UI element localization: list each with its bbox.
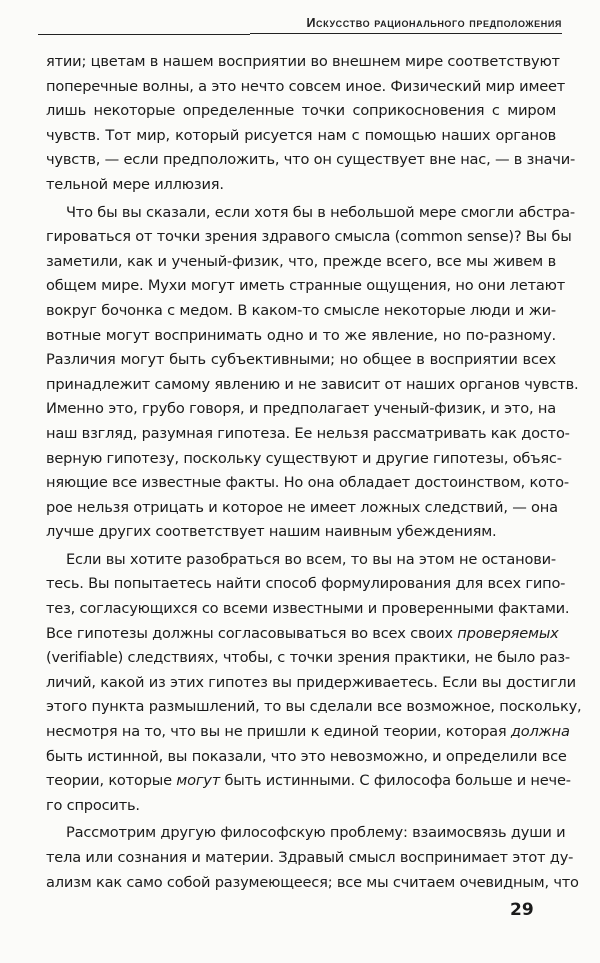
page-number: 29 [510, 900, 534, 920]
text-line: Все гипотезы должны согласовываться во всех своих проверяемых [46, 624, 559, 642]
text-line: общем мире. Мухи могут иметь странные ощущения, но они летают [46, 277, 566, 295]
paragraph-3 [46, 548, 582, 819]
text-line: быть истинной, вы показали, что это невозможно, и определили все [46, 747, 567, 765]
text-line: заметили, как и ученый-физик, что, прежде всего, все мы живем в [46, 252, 556, 270]
text-line: Рассмотрим другую философскую проблему: взаимосвязь души и [66, 824, 566, 842]
page-body [46, 50, 582, 895]
text-line: Именно это, грубо говоря, и предполагает ученый-физик, и это, на [46, 400, 556, 418]
text-line: чувств, — если предположить, что он существует вне нас, — в значи- [46, 151, 576, 169]
text-line: рое нельзя отрицать и которое не имеет ложных следствий, — она [46, 498, 558, 516]
text-line: личий, какой из этих гипотез вы придерживаетесь. Если вы достигли [46, 673, 576, 691]
text-line: ятии; цветам в нашем восприятии во внешнем мире соответствуют [46, 53, 560, 70]
text-line: Различия могут быть субъективными; но общее в восприятии всех [46, 351, 556, 369]
text-line: чувств. Тот мир, который рисуется нам с помощью наших органов [46, 126, 556, 144]
text-line: няющие все известные факты. Но она обладает достоинством, кото- [46, 474, 569, 492]
text-line: тельной мере иллюзия. [46, 175, 224, 193]
text-line: этого пункта размышлений, то вы сделали все возможное, поскольку, [46, 698, 582, 716]
text-line: гироваться от точки зрения здравого смысла (common sense)? Вы бы [46, 228, 572, 246]
text-line: ализм как само собой разумеющееся; все мы считаем очевидным, что [46, 873, 579, 891]
paragraph-4 [46, 821, 579, 895]
text-line: вокруг бочонка с медом. В каком-то смысле некоторые люди и жи- [46, 301, 556, 319]
text-line: вотные могут воспринимать одно и то же явление, но по-разному. [46, 326, 556, 344]
text-line: верную гипотезу, поскольку существуют и другие гипотезы, объяс- [46, 449, 562, 467]
text-line: поперечные волны, а это нечто совсем иное. Физический мир имеет [46, 77, 566, 95]
text-line: принадлежит самому явлению и не зависит от наших органов чувств. [46, 375, 579, 393]
text-line: лучше других соответствует нашим наивным убеждениям. [46, 523, 497, 541]
text-line: Если вы хотите разобраться во всем, то вы на этом не останови- [66, 550, 556, 568]
text-line: тесь. Вы попытаетесь найти способ формулирования для всех гипо- [46, 575, 566, 593]
text-line: (verifiable) следствиях, чтобы, с точки зрения практики, не было раз- [46, 649, 570, 667]
text-line: наш взгляд, разумная гипотеза. Ее нельзя рассматривать как досто- [46, 424, 570, 442]
header-rule [38, 34, 250, 35]
text-line: теории, которые могут быть истинными. С философа больше и нече- [46, 772, 571, 790]
text-line: лишь некоторые определенные точки соприкосновения с миром [46, 102, 556, 120]
text-line: тез, согласующихся со всеми известными и проверенными фактами. [46, 600, 570, 618]
text-line: тела или сознания и материи. Здравый смысл воспринимает этот ду- [46, 849, 574, 866]
text-line: несмотря на то, что вы не пришли к единой теории, которая должна [46, 723, 570, 741]
running-head: Искусство рационального предположения [250, 16, 562, 34]
paragraph-1 [46, 50, 576, 198]
text-line: го спросить. [46, 796, 140, 814]
paragraph-2 [46, 201, 579, 545]
text-line: Что бы вы сказали, если хотя бы в небольшой мере смогли абстра- [66, 203, 575, 221]
